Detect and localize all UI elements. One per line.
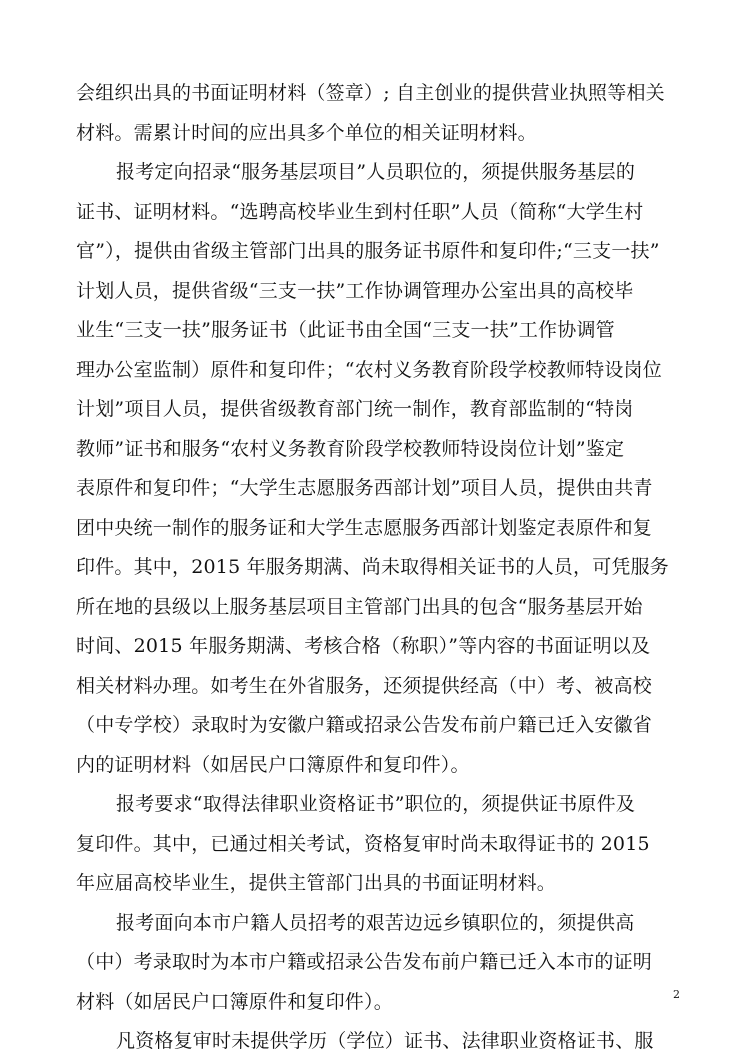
text-line: 团中央统一制作的服务证和大学生志愿服务西部计划鉴定表原件和复 (76, 516, 653, 539)
body-text (76, 74, 686, 1062)
text-line: 时间、2015 年服务期满、考核合格（称职）”等内容的书面证明以及 (76, 635, 651, 657)
text-line: 年应届高校毕业生，提供主管部门出具的书面证明材料。 (76, 872, 557, 894)
text-line: 计划人员，提供省级“三支一扶”工作协调管理办公室出具的高校毕 (76, 279, 634, 302)
text-line: 表原件和复印件；“大学生志愿服务西部计划”项目人员，提供由共青 (76, 477, 653, 499)
paragraph-start-line: 报考定向招录“服务基层项目”人员职位的，须提供服务基层的 (116, 161, 636, 183)
text-line: 复印件。其中，已通过相关考试，资格复审时尚未取得证书的 2015 (76, 832, 650, 855)
text-line: 相关材料办理。如考生在外省服务，还须提供经高（中）考、被高校 (76, 674, 653, 697)
text-line: 材料（如居民户口簿原件和复印件）。 (76, 990, 393, 1013)
text-line: 官”），提供由省级主管部门出具的服务证书原件和复印件;“三支一扶” (76, 240, 660, 262)
text-line: 材料。需累计时间的应出具多个单位的相关证明材料。 (76, 121, 537, 144)
text-line: （中专学校）录取时为安徽户籍或招录公告发布前户籍已迁入安徽省 (76, 714, 653, 736)
text-line: 教师”证书和服务“农村义务教育阶段学校教师特设岗位计划”鉴定 (76, 437, 625, 460)
text-line: 业生“三支一扶”服务证书（此证书由全国“三支一扶”工作协调管 (76, 319, 615, 341)
paragraph-start-line: 报考面向本市户籍人员招考的艰苦边远乡镇职位的，须提供高 (116, 911, 635, 934)
text-line: 内的证明材料（如居民户口簿原件和复印件）。 (76, 753, 470, 776)
text-line: 所在地的县级以上服务基层项目主管部门出具的包含“服务基层开始 (76, 595, 643, 618)
page-number: 2 (673, 988, 680, 1001)
paragraph-start-line: 报考要求“取得法律职业资格证书”职位的，须提供证书原件及 (116, 793, 636, 815)
text-line: （中）考录取时为本市户籍或招录公告发布前户籍已迁入本市的证明 (76, 951, 653, 973)
text-line: 计划”项目人员，提供省级教育部门统一制作，教育部监制的“特岗 (76, 398, 634, 420)
text-line: 证书、证明材料。“选聘高校毕业生到村任职”人员（简称“大学生村 (76, 200, 644, 223)
text-line: 会组织出具的书面证明材料（签章）; 自主创业的提供营业执照等相关 (76, 82, 665, 104)
paragraph-start-line: 凡资格复审时未提供学历（学位）证书、法律职业资格证书、服 (116, 1030, 654, 1052)
text-line: 印件。其中，2015 年服务期满、尚未取得相关证书的人员，可凭服务 (76, 556, 669, 578)
text-line: 理办公室监制）原件和复印件；“农村义务教育阶段学校教师特设岗位 (76, 358, 662, 381)
